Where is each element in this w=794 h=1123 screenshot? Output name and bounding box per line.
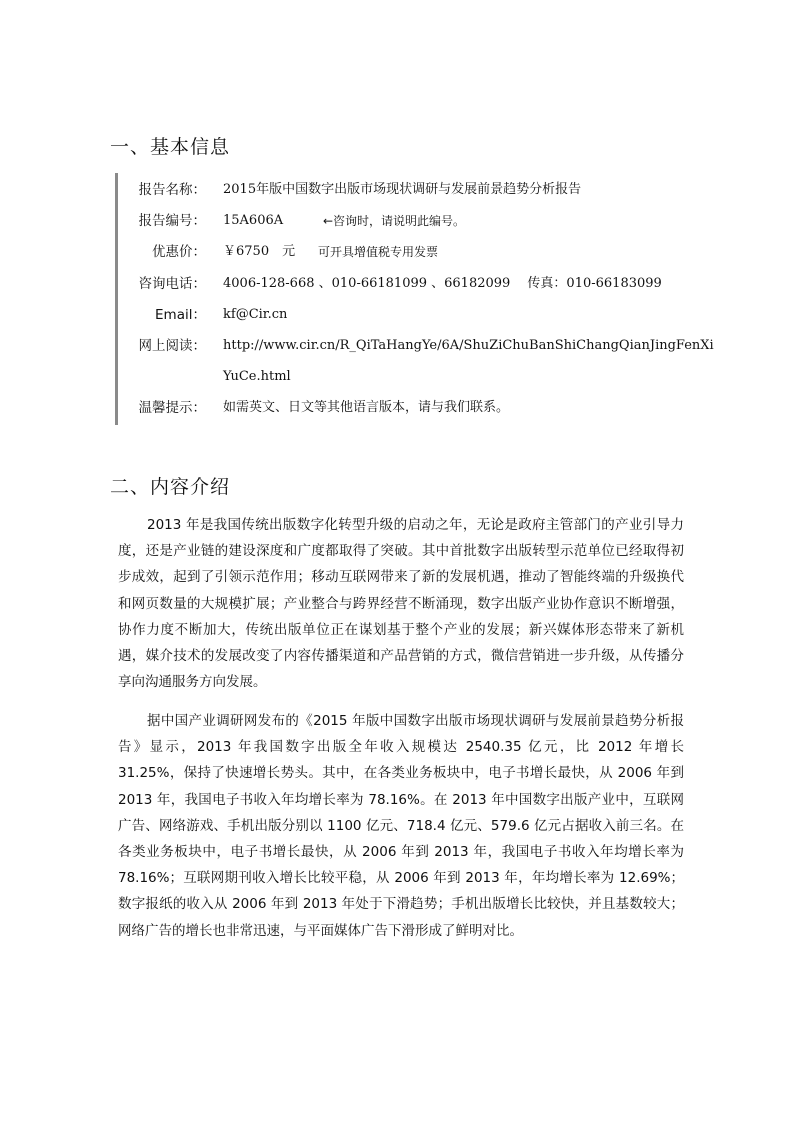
tip-label: 温馨提示：	[138, 400, 206, 416]
report-code-value: 15A606A	[223, 213, 284, 228]
content-paragraph-2: 据中国产业调研网发布的《2015 年版中国数字出版市场现状调研与发展前景趋势分析报告》显示，2013 年我国数字出版全年收入规模达 2540.35 亿元，比 2012 年增长 31.25%，保持了快速增长势头。其中，在各类业务板块中，电子书增长最快，从 2006 年到 2013 年，我国电子书收入年均增长率为 78.16%。在 2013 年中国数字出版产业中，互联网广告、网络游戏、手机出版分别以 1100 亿元、718.4 亿元、579.6 亿元占据收入前三名。在各类业务板块中，电子书增长最快，从 2006 年到 2013 年，我国电子书收入年均增长率为 78.16%；互联网期刊收入增长比较平稳，从 2006 年到 2013 年，年均增长率为 12.69%；数字报纸的收入从 2006 年到 2013 年处于下滑趋势；手机出版增长比较快，并且基数较大；网络广告的增长也非常迅速，与平面媒体广告下滑形成了鲜明对比。	[118, 713, 684, 939]
section-title-basic-info: 一、基本信息	[110, 136, 231, 158]
online-url-line1[interactable]: http://www.cir.cn/R_QiTaHangYe/6A/ShuZiChuBanShiChangQianJingFenXi	[223, 338, 714, 353]
email-value[interactable]: kf@Cir.cn	[223, 307, 288, 322]
tip-value: 如需英文、日文等其他语言版本，请与我们联系。	[223, 400, 510, 415]
report-code-label: 报告编号：	[138, 213, 206, 229]
section-title-content: 二、内容介绍	[110, 476, 231, 498]
basic-info-block	[115, 173, 718, 425]
content-paragraph-1: 2013 年是我国传统出版数字化转型升级的启动之年，无论是政府主管部门的产业引导力度，还是产业链的建设深度和广度都取得了突破。其中首批数字出版转型示范单位已经取得初步成效，起到了引领示范作用；移动互联网带来了新的发展机遇，推动了智能终端的升级换代和网页数量的大规模扩展；产业整合与跨界经营不断涌现，数字出版产业协作意识不断增强，协作力度不断加大，传统出版单位正在谋划基于整个产业的发展；新兴媒体形态带来了新机遇，媒介技术的发展改变了内容传播渠道和产品营销的方式，微信营销进一步升级，从传播分享向沟通服务方向发展。	[118, 517, 684, 691]
report-name-value: 2015年版中国数字出版市场现状调研与发展前景趋势分析报告	[223, 182, 582, 197]
price-value: ￥6750 元	[223, 244, 296, 259]
online-label: 网上阅读：	[138, 338, 206, 354]
price-note: 可开具增值税专用发票	[318, 245, 439, 259]
report-name-label: 报告名称：	[138, 182, 206, 198]
phone-label: 咨询电话：	[138, 276, 206, 292]
email-label: Email：	[155, 307, 206, 323]
online-url-line2[interactable]: YuCe.html	[223, 369, 291, 384]
report-code-note: ←咨询时，请说明此编号。	[323, 214, 466, 228]
price-label: 优惠价：	[152, 244, 206, 260]
phone-value: 4006-128-668 、010-66181099 、66182099 传真：010-66183099	[223, 276, 662, 291]
